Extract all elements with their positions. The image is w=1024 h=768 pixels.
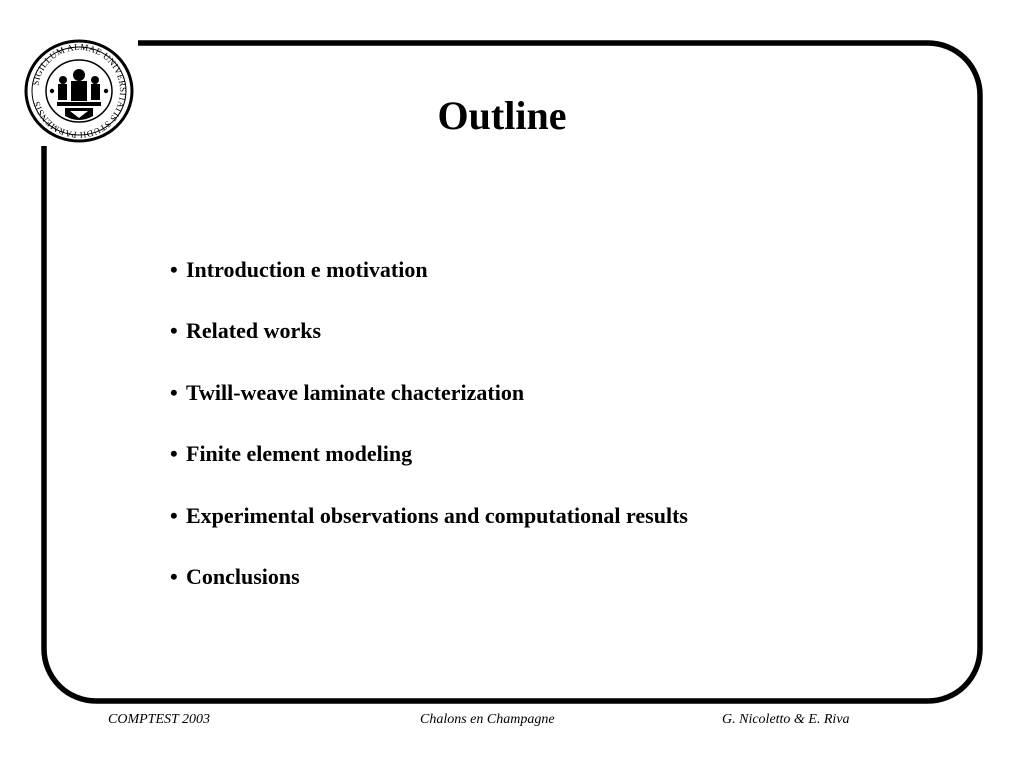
outline-list: [170, 256, 688, 624]
bullet-icon: •: [170, 257, 178, 282]
bullet-icon: •: [170, 502, 178, 528]
outline-item-text: Twill-weave laminate chacterization: [186, 379, 525, 405]
footer-authors: G. Nicoletto & E. Riva: [722, 712, 850, 727]
outline-item-text: Finite element modeling: [186, 441, 413, 467]
outline-item-characterization: [170, 379, 688, 407]
bullet-icon: •: [170, 563, 178, 589]
outline-item-conclusions: [170, 563, 688, 591]
footer-conference: COMPTEST 2003: [108, 712, 211, 727]
outline-item-introduction: [170, 256, 688, 284]
outline-item-text: Related works: [186, 318, 322, 344]
outline-item-related-works: [170, 317, 688, 345]
footer-location: Chalons en Champagne: [420, 712, 555, 727]
outline-item-fem-modeling: [170, 440, 688, 468]
bullet-icon: •: [170, 379, 178, 405]
bullet-icon: •: [170, 441, 178, 467]
outline-item-text: Experimental observations and computational results: [186, 502, 688, 528]
outline-item-results: [170, 502, 688, 530]
slide-title: Outline: [437, 93, 567, 138]
seal-lettering: SIGILLUM ALMAE UNIVERSITATIS STUDII PARMENSIS: [30, 41, 129, 141]
outline-item-text: Introduction e motivation: [186, 257, 428, 282]
outline-item-text: Conclusions: [186, 563, 300, 589]
bullet-icon: •: [170, 318, 178, 344]
